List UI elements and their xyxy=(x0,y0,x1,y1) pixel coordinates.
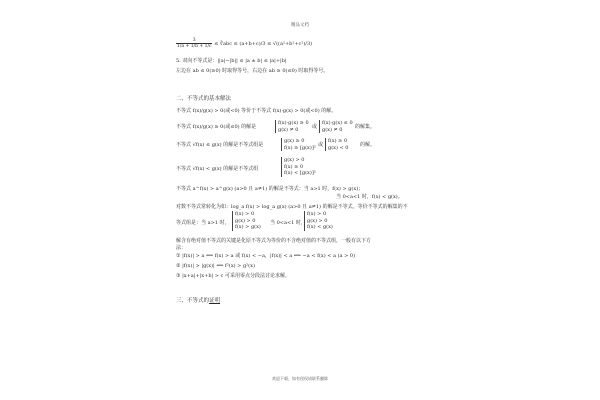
brace-fraction-case-1: f(x)·g(x) ≥ 0 g(x) ≠ 0 xyxy=(275,120,309,133)
rule-sqrt-le-end: 的解。 xyxy=(360,142,376,148)
rule-fraction-nonstrict-label: 不等式 f(x)/g(x) ≥ 0(或≤0) 的解是 xyxy=(176,124,257,130)
rule-logarithm: 对数不等式常转化为如：log_a f(x) > log_a g(x) (a>0 且 a≠1) 的解是不等式。等价不等式的解集的不 xyxy=(176,204,408,210)
rule-exponential-case-2: 当 0<a<1 时，f(x) < g(x)。 xyxy=(336,194,403,200)
brace-sqrt-case-1: g(x) ≥ 0 f(x) ≥ [g(x)]² xyxy=(281,138,316,151)
method-3: ③ |x+a|+|x+b| > c 可采用零点分段法讨论求解。 xyxy=(176,273,290,279)
or-text-1: 或 xyxy=(312,124,318,130)
rule-fraction-end: 的解集。 xyxy=(355,124,376,130)
item-5: 5. 双向不等式是：||a|−|b|| ≤ |a ± b| ≤ |a|+|b| xyxy=(176,58,287,64)
brace-log-case-1: f(x) > 0 g(x) > 0 f(x) > g(x) xyxy=(232,211,261,231)
method-2: ② |f(x)| > |g(x)| ⟺ f²(x) > g²(x) xyxy=(176,263,255,269)
brace-fraction-case-2: f(x)·g(x) ≤ 0 g(x) ≠ 0 xyxy=(319,120,353,133)
rule-fraction-strict: 不等式 f(x)/g(x) > 0(或<0) 等价于不等式 f(x)·g(x) > 0(或<0) 的解。 xyxy=(176,108,337,114)
rule-log-case-label: 等式组是：当 a>1 时， xyxy=(176,220,230,226)
rule-sqrt-le-label: 不等式 √f(x) ≤ g(x) 的解是不等式组是 xyxy=(176,142,264,148)
mean-inequality-rest: ≤ ∛abc ≤ (a+b+c)/3 ≤ √((a²+b²+c²)/3) xyxy=(214,41,313,47)
brace-sqrt-lt: g(x) > 0 f(x) ≥ 0 f(x) < [g(x)]² xyxy=(281,157,316,177)
page-header: 精品文档 xyxy=(291,23,309,28)
rule-sqrt-lt-label: 不等式 √f(x) < g(x) 的解是不等式组 xyxy=(176,166,259,172)
brace-log-case-2: f(x) > 0 g(x) > 0 f(x) < g(x) xyxy=(304,211,333,231)
brace-sqrt-case-2: f(x) ≥ 0 g(x) < 0 xyxy=(325,138,348,151)
absolute-value-intro: 解含有绝对值不等式的关键是化原不等式为等价的不含绝对值的不等式组，一般有以下方 xyxy=(176,238,372,244)
rule-log-case-2-label: 当 0<a<1 时， xyxy=(270,220,306,226)
harmonic-mean-fraction: $\frac{3}{1/a + 1/b + 1/c}$ xyxy=(177,38,212,49)
method-1: ① |f(x)| > a ⟺ f(x) > a 或 f(x) < −a，|f(x)| < a ⟺ −a < f(x) < a (a > 0) xyxy=(176,253,356,259)
mean-inequality-chain xyxy=(176,38,312,49)
section-3-title: 三、不等式的证明 xyxy=(176,298,221,304)
absolute-value-intro-cont: 法： xyxy=(176,245,187,251)
section-2-title: 二、不等式的基本解法 xyxy=(176,96,232,102)
item-5-note: 左边在 ab ≤ 0(≥0) 时取得等号，右边在 ab ≥ 0(≤0) 时取得等号。 xyxy=(176,68,329,74)
or-text-2: 或 xyxy=(318,142,324,148)
rule-exponential: 不等式 a^f(x) > a^g(x) (a>0 且 a≠1) 的解是不等式：当 a>1 时，f(x) > g(x)； xyxy=(176,186,364,192)
page-footer: 欢迎下载，如有侵权请联系删除 xyxy=(272,376,328,381)
